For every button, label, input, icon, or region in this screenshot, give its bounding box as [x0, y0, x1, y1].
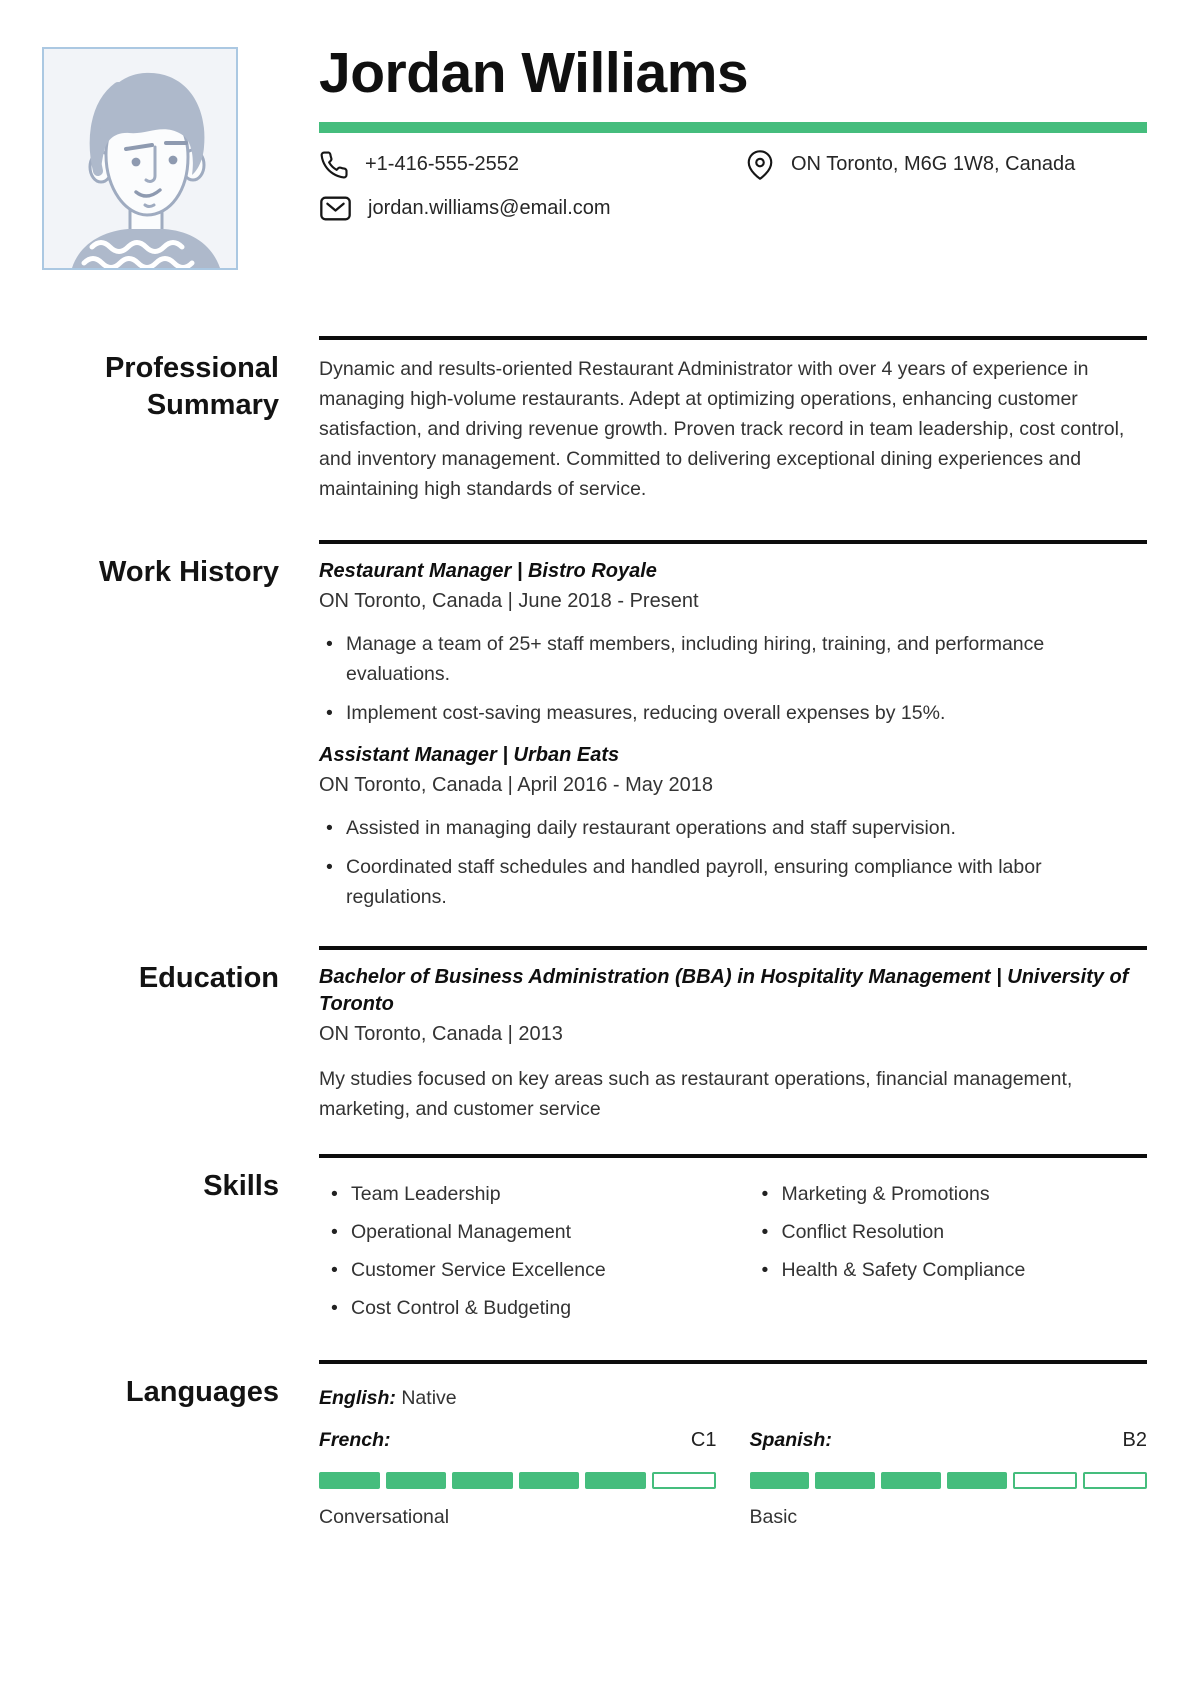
section-title: Languages	[125, 1376, 279, 1408]
language-french	[319, 1428, 717, 1529]
section-title: Skills	[203, 1170, 279, 1202]
language-name: Spanish:	[749, 1429, 832, 1451]
email-value: jordan.williams@email.com	[368, 196, 611, 219]
job-bullet: • Implement cost-saving measures, reducing overall expenses by 15%.	[319, 698, 1147, 728]
job-entry	[319, 558, 1147, 728]
language-level-segment	[319, 1472, 380, 1489]
language-level-segment	[881, 1472, 941, 1489]
candidate-name: Jordan Williams	[319, 41, 749, 105]
location-pin-icon	[745, 150, 775, 180]
section-title: Professional Summary	[104, 352, 279, 422]
section-languages	[0, 1360, 1190, 1529]
skill-item: • Operational Management	[319, 1220, 717, 1244]
language-level-segment	[815, 1472, 875, 1489]
language-level-segment	[652, 1472, 717, 1489]
job-meta: ON Toronto, Canada | June 2018 - Present	[319, 590, 699, 612]
email-icon	[319, 195, 352, 222]
job-bullet: • Manage a team of 25+ staff members, including hiring, training, and performance evaluations.	[319, 629, 1147, 689]
contact-location	[745, 150, 1147, 180]
person-portrait-illustration	[44, 49, 236, 268]
skills-grid	[319, 1182, 1147, 1334]
language-level-bar	[319, 1472, 717, 1489]
language-level-segment	[947, 1472, 1007, 1489]
section-skills	[0, 1154, 1190, 1360]
language-cefr-level: C1	[690, 1429, 717, 1451]
summary-text: Dynamic and results-oriented Restaurant Administrator with over 4 years of experience in managing high-volume restaurants. Adept at optimizing operations, enhancing customer satisfaction, and driving revenue growth. Proven track record in team leadership, cost control, and inventory management. Committed to delivering exceptional dining experiences and maintaining high standards of service.	[319, 336, 1147, 540]
job-title: Restaurant Manager | Bistro Royale	[319, 560, 657, 582]
education-description: My studies focused on key areas such as restaurant operations, financial management, marketing, and customer service	[319, 1068, 1073, 1120]
profile-photo	[42, 47, 238, 270]
job-bullet: • Assisted in managing daily restaurant operations and staff supervision.	[319, 813, 1147, 843]
section-work-history	[0, 540, 1190, 946]
skill-item: • Team Leadership	[319, 1182, 717, 1206]
section-education	[0, 946, 1190, 1154]
header-identity	[319, 42, 1147, 222]
job-bullet-list	[319, 629, 1147, 728]
language-name: English:	[319, 1387, 396, 1409]
language-level-text: Native	[401, 1387, 457, 1409]
language-cefr-level: B2	[1122, 1429, 1147, 1451]
language-level-segment	[1013, 1472, 1077, 1489]
resume-header	[0, 0, 1190, 336]
degree-title: Bachelor of Business Administration (BBA) in Hospitality Management | University of Toronto	[319, 966, 1129, 1015]
job-bullet: • Coordinated staff schedules and handled payroll, ensuring compliance with labor regulations.	[319, 852, 1147, 912]
language-level-segment	[1083, 1472, 1147, 1489]
education-meta: ON Toronto, Canada | 2013	[319, 1023, 563, 1045]
language-spanish	[750, 1428, 1148, 1529]
contact-info	[319, 150, 1147, 222]
accent-divider	[319, 122, 1147, 133]
phone-value: +1-416-555-2552	[365, 153, 520, 176]
phone-icon	[319, 150, 349, 180]
skill-item: • Marketing & Promotions	[750, 1182, 1148, 1206]
language-proficiency: Basic	[749, 1506, 798, 1528]
section-title: Work History	[99, 556, 279, 588]
skill-item: • Conflict Resolution	[750, 1220, 1148, 1244]
contact-phone	[319, 150, 745, 180]
language-level-segment	[519, 1472, 580, 1489]
language-name: French:	[319, 1429, 391, 1451]
location-value: ON Toronto, M6G 1W8, Canada	[791, 153, 1076, 176]
skill-item: • Health & Safety Compliance	[750, 1258, 1148, 1282]
language-level-segment	[386, 1472, 447, 1489]
language-level-segment	[452, 1472, 513, 1489]
language-level-segment	[750, 1472, 810, 1489]
section-title: Education	[138, 962, 279, 994]
skills-column-left	[319, 1182, 717, 1334]
job-bullet-list	[319, 813, 1147, 912]
language-grid	[319, 1428, 1147, 1529]
contact-email	[319, 195, 745, 222]
skill-item: • Customer Service Excellence	[319, 1258, 717, 1282]
job-entry	[319, 742, 1147, 912]
language-level-segment	[585, 1472, 646, 1489]
language-proficiency: Conversational	[319, 1506, 450, 1528]
job-title: Assistant Manager | Urban Eats	[319, 744, 620, 766]
skills-column-right	[750, 1182, 1148, 1334]
job-meta: ON Toronto, Canada | April 2016 - May 2018	[319, 774, 713, 796]
language-english	[319, 1386, 1147, 1410]
skill-item: • Cost Control & Budgeting	[319, 1296, 717, 1320]
section-professional-summary	[0, 336, 1190, 540]
language-level-bar	[750, 1472, 1148, 1489]
